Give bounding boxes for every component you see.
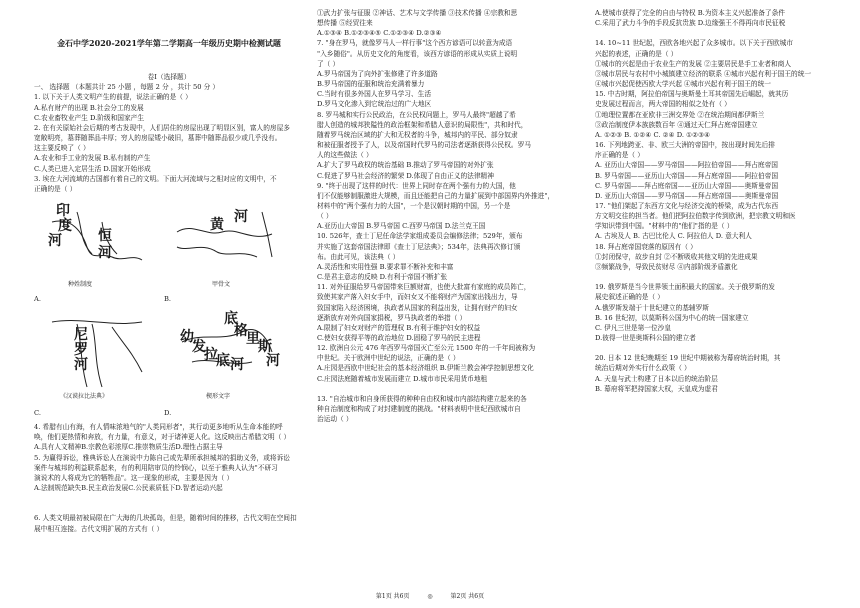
map1-word-3: 河 xyxy=(48,233,62,250)
text-line xyxy=(34,493,304,503)
text-line: A.私有财产的出现 B.社会分工的发展 xyxy=(34,103,144,112)
column-middle xyxy=(317,8,581,424)
text-line: 演说术的人将成为它的牺牲品"。这一现象的形成，主要是因为（ ） xyxy=(34,473,234,482)
text-line: B. 16 世纪初，以莫斯科公国为中心的统一国家建立 xyxy=(595,313,749,322)
map4-word-3: 拉 xyxy=(204,347,218,364)
footer-mid: ◎ xyxy=(427,593,433,600)
text-line: 布。由此可见，该法典（ ） xyxy=(317,252,400,261)
text-line: 致国家陷入经济困境，执政者从国家的利益出发，让拥有财产的妇女 xyxy=(317,303,518,312)
map4-word-8: 里 xyxy=(246,331,260,348)
text-line: 13. "自治城市和自身所获得的种种自由权和城市内部结构建立起来的各 xyxy=(317,394,527,403)
text-line: C. 罗马帝国——拜占庭帝国——亚历山大帝国——奥斯曼帝国 xyxy=(595,181,779,190)
text-line: 正确的是（ ） xyxy=(34,184,77,193)
page-footer xyxy=(0,591,860,600)
text-line: 们不仅能够制服激进大规模，而且还能把自己的力量扩展到中部国界内外推进"， xyxy=(317,191,555,200)
text-line: 一、 选择题 （本题共计 25 小题 ，每题 2 分 ，共计 50 分 ） xyxy=(34,83,220,92)
text-line: C.当时有很多外国人在罗马学习、生活 xyxy=(317,90,432,99)
map4-word-10: 河 xyxy=(266,353,280,370)
text-line: ③政治制度伊本族族数百年 ④通过天仁拜占庭帝国建立 xyxy=(595,120,758,129)
text-line: 腊人创造的城邦狭隘性的政治框架和希腊人意识的局限性"，共和时代， xyxy=(317,120,528,129)
text-line: A.亚历山大帝国 B.罗马帝国 C.西罗马帝国 D.法兰克王国 xyxy=(317,222,486,231)
text-line: 致使其家产落入妇女手中，而妇女又不能将财产为国家出钱出力，导 xyxy=(317,293,518,302)
text-line: 1. 以下关于人类文明产生的前提，说法正确的是（ ） xyxy=(34,93,192,102)
text-line: 人的这些做法（ ） xyxy=(317,151,373,160)
text-line: 方文明交往的担当者。他们把阿拉伯数字传到欧洲，把宗教文明和医 xyxy=(595,212,796,221)
text-line: 并实施了这套帝国法律即《查士丁尼法典》；534年，法典再次修订颁 xyxy=(317,242,521,251)
text-line: 序正确的是（ ） xyxy=(595,151,644,160)
map1-word-5: 河 xyxy=(98,245,112,262)
text-line: C.促进了罗马社会经济的繁荣 D.体现了自由正义的法律精神 xyxy=(317,171,494,180)
text-line: 展史叙述正确的是（ ） xyxy=(595,293,664,302)
text-line: B. 幕府将军把持国家大权，天皇成为虚君 xyxy=(595,384,718,393)
text-line: C.农业畜牧业产生 D.阶级和国家产生 xyxy=(34,113,145,122)
text-line: A.限制了妇女对财产的管理权 B.有利于维护妇女的权益 xyxy=(317,323,481,332)
text-line: 16. 下列地跨亚、非、欧三大洲的帝国中，按出现时间先后排 xyxy=(595,141,775,150)
text-line: （ ） xyxy=(317,212,333,221)
map3-caption: 《汉谟拉比法典》 xyxy=(60,393,109,401)
text-line: 和被征服者授予了人，以及帝国时代罗马的司法者逐渐获得公民权。罗马 xyxy=(317,141,531,150)
map-c-svg xyxy=(42,312,150,390)
option-c-label: C. xyxy=(34,409,42,418)
map3-word-2: 罗 xyxy=(74,342,88,359)
text-line: A.俄罗斯发端于十世纪建立的基辅罗斯 xyxy=(595,303,709,312)
option-b-label: B. xyxy=(164,295,172,304)
text-line: 唤，他们更热情和奔放，有力量，有意义，对于诸神更人化。这反映出古希腊文明（ ） xyxy=(34,433,291,442)
text-line: C.庄园法庭随着城市发展而建立 D.城市市民采用货币地租 xyxy=(317,374,488,383)
text-line: 11. 对外征服给罗马帝国带来巨额财富，也使大批富有家庭的成员阵亡， xyxy=(317,283,531,292)
text-line: ③频繁战争，导致民贫财尽 ④内部阶级矛盾激化 xyxy=(595,262,738,271)
text-line: A.罗马帝国为了向外扩张修建了许多道路 xyxy=(317,69,438,78)
text-line: B. 罗马帝国——亚历山大帝国——拜占庭帝国——阿拉伯帝国 xyxy=(595,171,779,180)
text-line: 2. 在有关原始社会后期的考古发现中，人们居住的房屋出现了明显区别，富人的房屋多 xyxy=(34,123,290,132)
footer-left: 第1页 共6页 xyxy=(375,593,410,600)
map2-caption: 甲骨文 xyxy=(212,281,231,289)
text-line: "入乡随俗"。从历史文化的角度看，该西方谚语的形成从实质上说明 xyxy=(317,49,518,58)
option-d-label: D. xyxy=(164,409,172,418)
map4-caption: 楔形文字 xyxy=(206,393,231,401)
exam-title: 金石中学2020-2021学年第二学期高一年级历史期中检测试题 xyxy=(57,38,281,48)
text-line: 案件与城邦的利益联系起来，有的利用陪审员的怜悯心，以至于雅典人认为"不研习 xyxy=(34,463,278,472)
column-right xyxy=(595,8,851,394)
text-line: 4. 希腊有山有海，有人情味浓地气的"人类同形者"，其行动更多地听从生命本能的呼 xyxy=(34,423,283,432)
text-line: D.罗马文化渗入到它统治过的广大地区 xyxy=(317,100,432,109)
text-line: 5. 为赢得诉讼，雅典诉讼人在演说中力陈自己或先辈所承担城邦的捐助义务，或将诉讼 xyxy=(34,453,290,462)
text-line: A.灵活性和实用性强 B.要求罪不断补充和丰富 xyxy=(317,262,454,271)
text-line: C.是君主意志的反映 D.有利于帝国不断扩张 xyxy=(317,273,448,282)
map-b-china xyxy=(172,202,280,280)
text-line: ①封闭保守，故步自封 ②不断吸收其他文明的先进成果 xyxy=(595,252,758,261)
text-line: 学知识带到中国。"材料中的"他们"指的是（ ） xyxy=(595,222,734,231)
text-line: A. 亚历山大帝国——罗马帝国——阿拉伯帝国——拜占庭帝国 xyxy=(595,161,778,170)
text-line: D.彼得一世是奥斯科公国的建立者 xyxy=(595,334,696,342)
text-line: C.人类已进入定居生活 D.国家开始形成 xyxy=(34,164,151,173)
text-line: A.使城市获得了完全的自由与特权 B.为资本主义兴起准备了条件 xyxy=(595,9,785,17)
text-line: A.法制规范缺失B.民主政治发展C.公民素质低下D.智者运动兴起 xyxy=(34,483,223,492)
text-line: 这主要反映了（ ） xyxy=(34,144,90,153)
map4-word-1: 幼 xyxy=(180,329,194,346)
text-line: 宽敞明亮，墓葬随葬品丰厚；穷人的房屋矮小破旧，墓葬中随葬品很少或几乎没有。 xyxy=(34,134,282,143)
text-line: A.①③④ B.①②③④⑤ C.①②③④ D.②③④ xyxy=(317,29,442,38)
text-line: 20. 日本 12 世纪晚期至 19 世纪中期被称为幕府统治时期，其 xyxy=(595,354,781,363)
text-line: 随着罗马统治区域的扩大和无权者的斗争，城邦内的平民、部分奴隶 xyxy=(317,130,518,139)
text-line: 17. "他们架起了东西方文化与经济交流的桥梁，成为古代东西 xyxy=(595,201,779,210)
text-line xyxy=(595,272,851,282)
text-line: A. ①②③ B. ①②④ C. ②④ D. ①②③④ xyxy=(595,130,711,139)
map4-word-5: 河 xyxy=(230,357,244,374)
text-line: ①武力扩张与征服 ②神话、艺术与文学传播 ③技术传播 ④宗教和思 xyxy=(317,9,518,17)
text-line: ①地理位置都在亚欧非三洲交界处 ②在统治期间都伊斯兰 xyxy=(595,110,765,119)
text-line: 14. 10~11 世纪起，西欧各地兴起了众多城市。以下关于西欧城市 xyxy=(595,39,794,48)
map2-word-2: 河 xyxy=(234,209,248,226)
text-line: 18. 拜占庭帝国衰落的原因有（ ） xyxy=(595,242,697,251)
question-block-1 xyxy=(34,82,304,194)
text-line: C. 伊凡三世是第一位沙皇 xyxy=(595,323,672,332)
map1-word-4: 恒 xyxy=(98,228,112,245)
footer-right: 第2页 共6页 xyxy=(450,593,485,600)
map-b-svg xyxy=(172,202,280,280)
text-line xyxy=(595,28,851,38)
text-line: A.农业和手工业的发展 B.私有制的产生 xyxy=(34,154,151,163)
section-title: 卷Ⅰ（选择题） xyxy=(147,73,191,82)
map3-word-1: 尼 xyxy=(74,327,88,344)
text-line: 19. 俄罗斯是当今世界领土面积最大的国家。关于俄罗斯的发 xyxy=(595,283,775,292)
text-line: 3. 埃在大河流域的古国都有着自己的文明。下面大河流域与之相对应的文明中，不 xyxy=(34,174,277,183)
map4-word-4: 底 xyxy=(216,353,230,370)
text-line: 史发展过程而言，两大帝国的相似之处有（ ） xyxy=(595,100,731,109)
text-line: A.具有人文精神B.宗教色彩浓厚C.推崇物质生活D.理性占据主导 xyxy=(34,443,223,452)
text-line: A.扩大了罗马政权的统治基础 B.推动了罗马帝国的对外扩张 xyxy=(317,161,494,170)
text-line: 了（ ） xyxy=(317,59,340,68)
question-block-2 xyxy=(34,422,304,534)
text-line: 种自治制度和构成了对封建制度的挑战。"材料表明中世纪西欧城市自 xyxy=(317,405,521,414)
text-line: 中世纪。关于欧洲中世纪的说法，正确的是（ ） xyxy=(317,354,460,363)
text-line: 12. 欧洲自公元 476 年西罗马帝国灭亡至公元 1500 年的一千年间被称为 xyxy=(317,344,536,353)
map1-caption: 种姓制度 xyxy=(68,281,93,289)
text-line: B.罗马帝国的征服和统治充满着暴力 xyxy=(317,80,425,89)
text-line: 7. "身在罗马，就像罗马人一样行事"这个西方谚语可以转意为成语 xyxy=(317,39,513,48)
map4-word-2: 发 xyxy=(192,339,206,356)
text-line: ④城市兴起促使西欧大学兴起 ④城市兴起有利于国王的统一 xyxy=(595,80,771,89)
text-line: 6. 人类文明最初被局限在广大海的几块孤岛，但是，随着时间的推移，古代文明在空间扣 xyxy=(34,514,297,523)
map2-word-1: 黄 xyxy=(210,217,224,234)
text-line: 想传播 ⑤经贸往来 xyxy=(317,19,373,28)
map1-word-2: 度 xyxy=(58,218,72,235)
option-a-label: A. xyxy=(34,295,41,304)
text-line: A. 古埃及人 B. 古巴比伦人 C. 阿拉伯人 D. 意大利人 xyxy=(595,232,752,241)
text-line: 逐渐放弃对外向国家捐税，罗马执政者的举措（ ） xyxy=(317,313,467,322)
text-line: 15. 中古时期，阿拉伯帝国与奥斯曼土耳其帝国先后崛起，就其历 xyxy=(595,90,789,99)
map3-word-3: 河 xyxy=(74,357,88,374)
text-line: A. 天皇与武士构建了日本以后的统治阶层 xyxy=(595,374,718,383)
text-line: 展中相互连接。古代文明扩展的方式有（ ） xyxy=(34,524,164,533)
text-line: 8. 罗马城和实行公民政治，在公民权问题上，罗马人最终"超越了希 xyxy=(317,110,516,119)
text-line: 材料中的"两个强有力的大国"，一个是汉朝时期的中国，另一个是 xyxy=(317,201,511,210)
text-line xyxy=(317,384,581,394)
map4-word-9: 斯 xyxy=(258,339,272,356)
text-line: D. 亚历山大帝国——罗马帝国——拜占庭帝国——奥斯曼帝国 xyxy=(595,191,779,200)
text-line: 10. 526年，查士丁尼任命法学家组成委员会编修法律；529年，颁布 xyxy=(317,232,523,241)
text-line: 治运动（ ） xyxy=(317,415,353,424)
map1-word-1: 印 xyxy=(56,203,70,220)
map4-word-6: 底 xyxy=(224,311,238,328)
text-line: C.采用了武力斗争的手段反抗贵族 D.边缘强王不得再向市民征税 xyxy=(595,19,786,28)
text-line: A.庄园是西欧中世纪社会的基本经济组织 B.伊斯兰教会神学控制思想文化 xyxy=(317,364,534,373)
text-line: C.使妇女获得平等的政治地位 D.固稳了罗马的民主进程 xyxy=(317,334,481,342)
map4-word-7: 格 xyxy=(234,323,248,340)
column-left xyxy=(34,8,304,534)
text-line: 统治后期对外实行什么政策（ ） xyxy=(595,364,691,373)
text-line: ①城市的兴起是由于农业生产的发展 ②主要居民是手工业者和商人 xyxy=(595,59,792,68)
text-line: 兴起的表述，正确的是（ ） xyxy=(595,49,678,58)
map-c-egypt xyxy=(42,312,150,390)
text-line: 9. "终于出现了这样的时代：世界上同时存在两个强有力的大国，他 xyxy=(317,181,516,190)
text-line xyxy=(595,343,851,353)
text-line xyxy=(34,503,304,513)
text-line: ③城市居民与农村中小城镇建立经济的联系 ④城市兴起有利于国王的统一 xyxy=(595,69,812,78)
map-options xyxy=(34,196,304,422)
